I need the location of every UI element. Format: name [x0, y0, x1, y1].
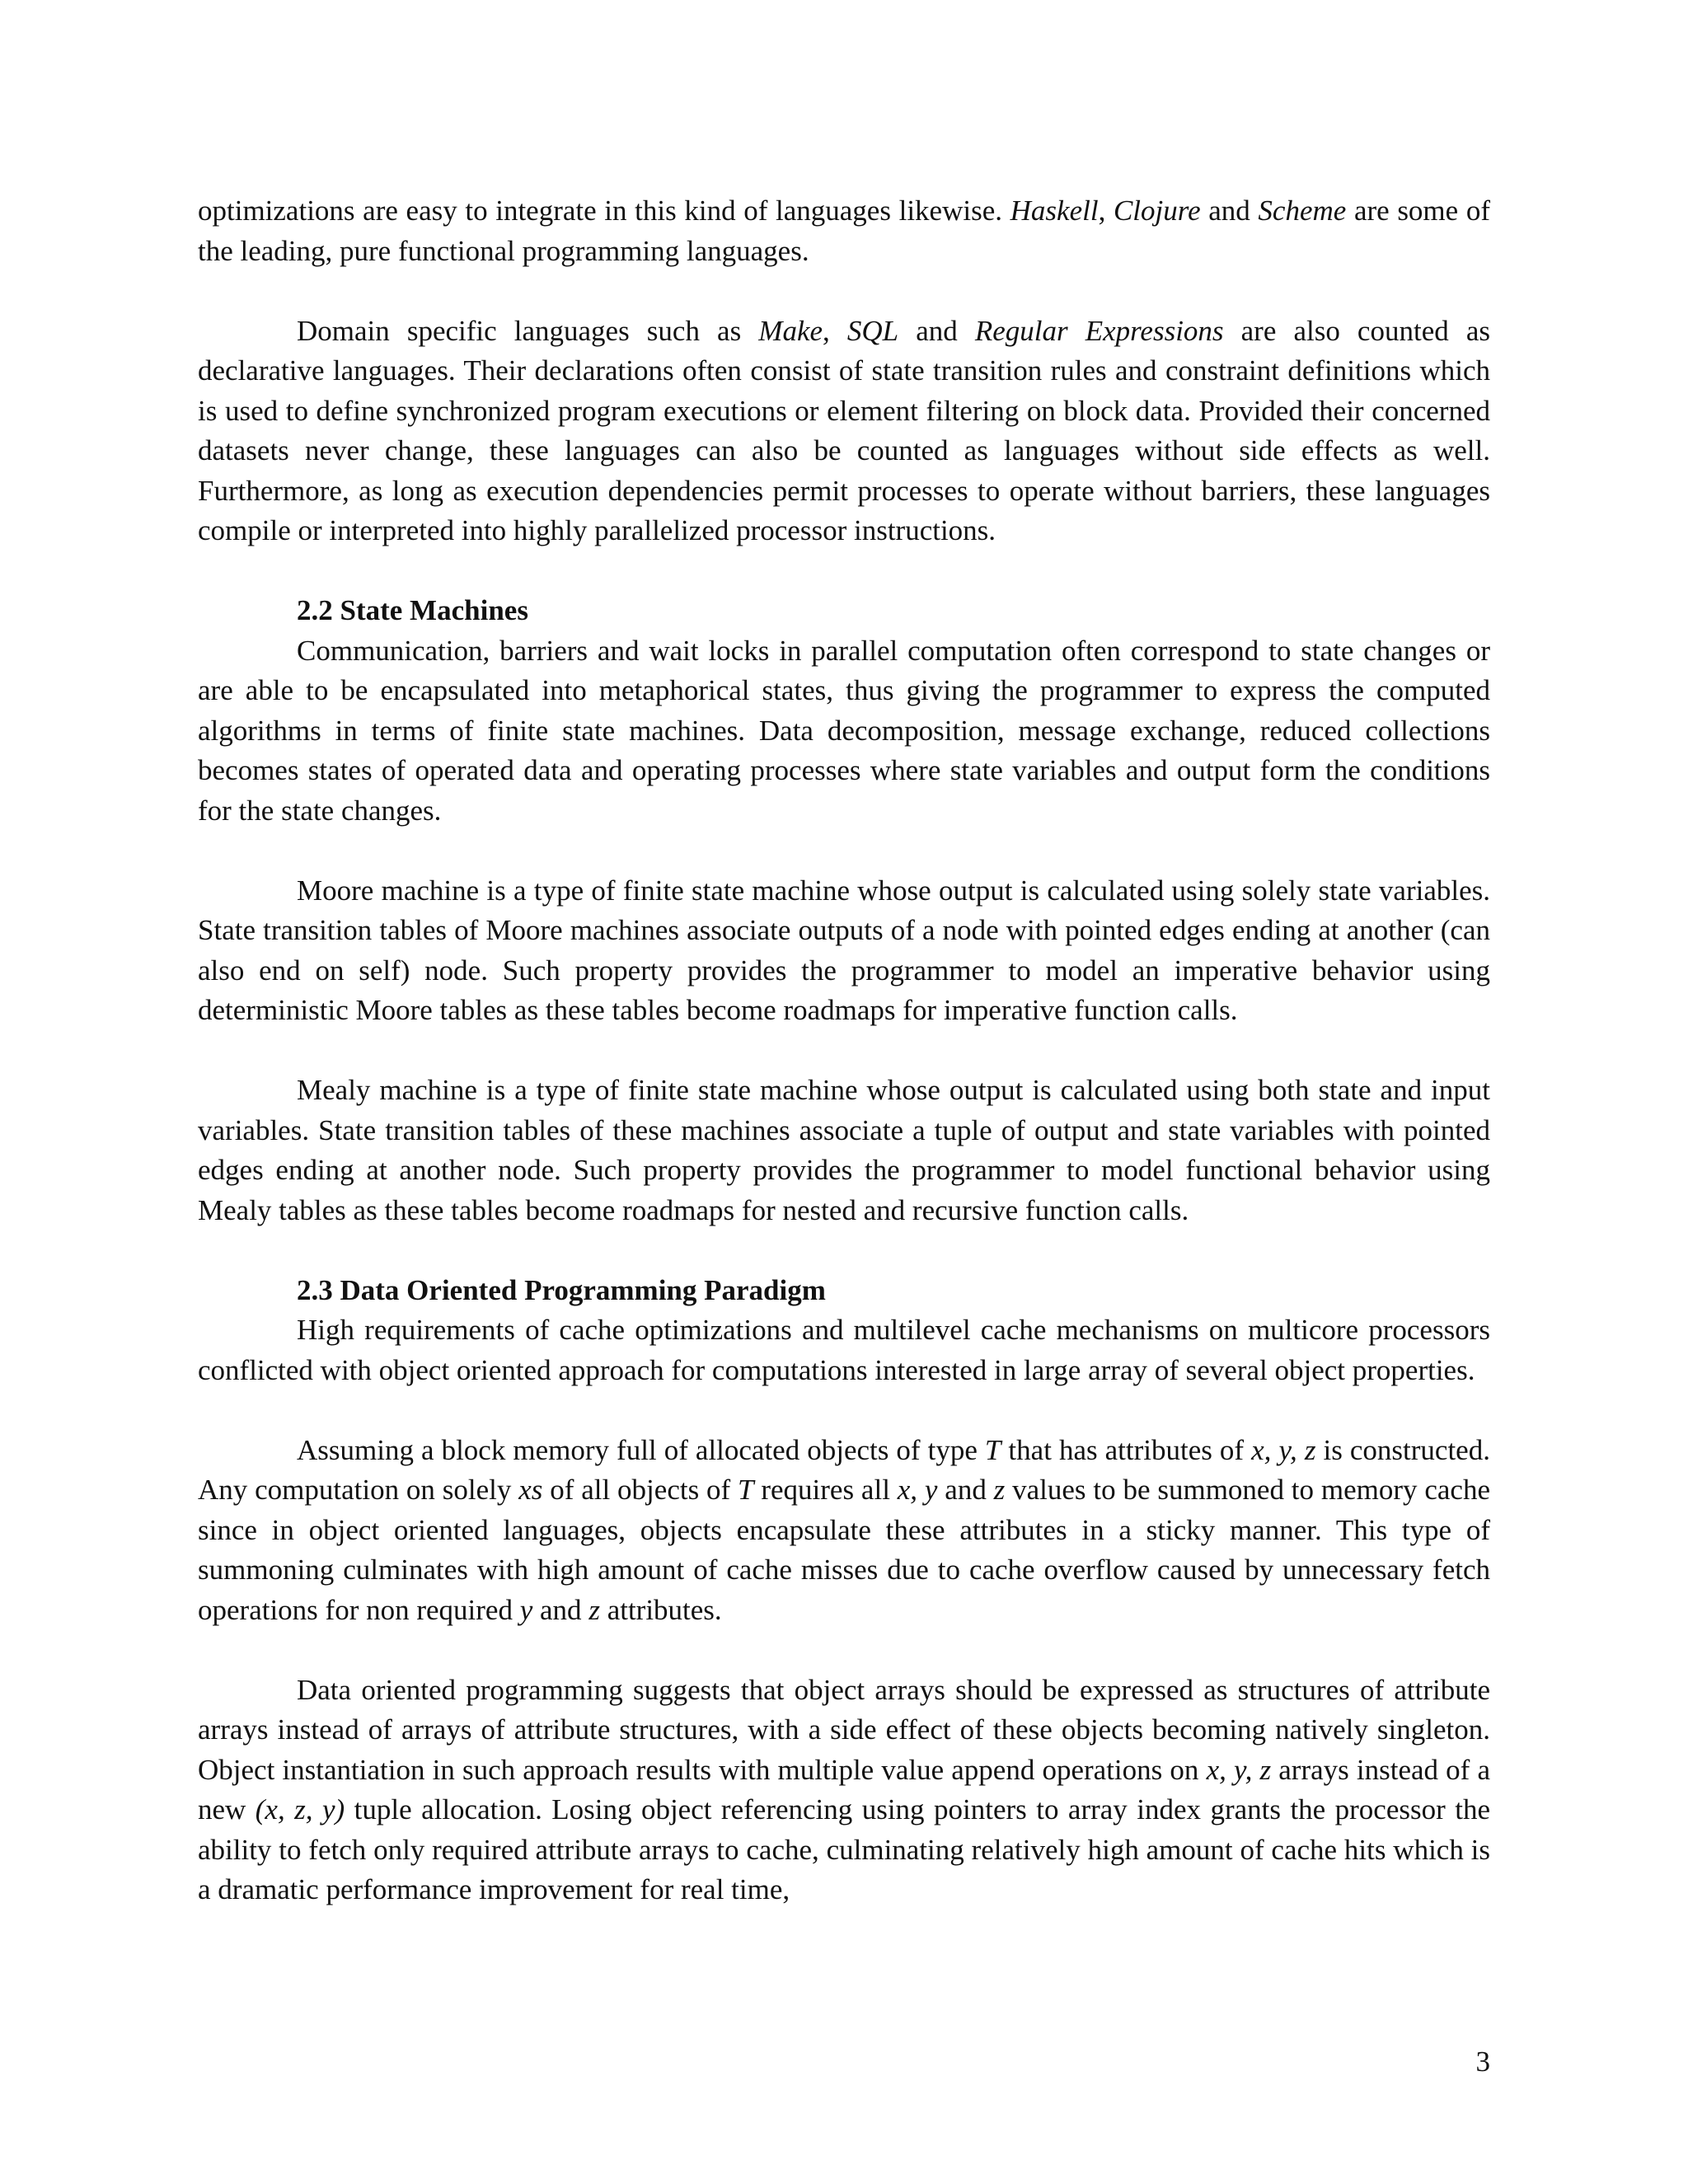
italic-term: x, y, z	[1206, 1753, 1272, 1786]
text-run: of all objects of	[542, 1474, 738, 1506]
text-run: Data oriented programming suggests that object arrays should be expressed as structures of attribute arrays instead of arrays of attribute structures, with a side effect of these objects becoming natively singleton. Object instantiation in such approach results with multiple value append operations on	[198, 1673, 1490, 1786]
page-number: 3	[1475, 2046, 1490, 2078]
italic-term: Regular Expressions	[974, 314, 1224, 347]
text-run: are some of the leading, pure functional programming languages.	[198, 194, 1490, 267]
italic-term: Make	[758, 314, 823, 347]
text-run: requires all	[753, 1474, 898, 1506]
paragraph-functional-languages	[198, 191, 1490, 271]
paragraph-mealy-machine	[198, 1071, 1490, 1230]
paragraph-cache-requirements	[198, 1310, 1490, 1390]
italic-term: y	[519, 1593, 533, 1626]
text-run: is constructed. Any computation on solely	[198, 1433, 1490, 1506]
text-run: Communication, barriers and wait locks in parallel computation often correspond to state changes or are able to be encapsulated into metaphorical states, thus giving the programmer to express the computed algorithms in terms of finite state machines. Data decomposition, message exchange, reduced collections becomes states of operated data and operating processes where state variables and output form the conditions for the state changes.	[198, 634, 1490, 827]
text-run: arrays instead of a new	[198, 1753, 1490, 1825]
italic-term: Clojure	[1113, 194, 1201, 227]
italic-term: (x, z, y)	[255, 1793, 345, 1825]
paragraph-domain-specific-languages	[198, 312, 1490, 551]
text-run: Domain specific languages such as	[297, 314, 759, 347]
italic-term: x, y	[897, 1474, 938, 1506]
italic-term: Haskell	[1010, 194, 1099, 227]
text-run: values to be summoned to memory cache since in object oriented languages, objects encapsulate these attributes in a sticky manner. This type of summoning culminates with high amount of cache misses due to cache overflow caused by unnecessary fetch operations for non required	[198, 1474, 1490, 1626]
text-run: and	[937, 1474, 994, 1506]
paragraph-moore-machine	[198, 871, 1490, 1031]
text-run: High requirements of cache optimizations and multilevel cache mechanisms on multicore processors conflicted with object oriented approach for computations interested in large array of several object properties.	[198, 1314, 1490, 1386]
paragraph-data-oriented-approach	[198, 1671, 1490, 1910]
text-run: Assuming a block memory full of allocated objects of type	[297, 1433, 985, 1466]
page-body	[198, 191, 1490, 1950]
italic-term: xs	[518, 1474, 543, 1506]
text-run: ,	[823, 314, 847, 347]
text-run: Mealy machine is a type of finite state machine whose output is calculated using both state and input variables. State transition tables of these machines associate a tuple of output and state variables with pointed edges ending at another node. Such property provides the programmer to model functional behavior using Mealy tables as these tables become roadmaps for nested and recursive function calls.	[198, 1074, 1490, 1226]
text-run: tuple allocation. Losing object referencing using pointers to array index grants the processor the ability to fetch only required attribute arrays to cache, culminating relatively high amount of cache hits which is a dramatic performance improvement for real time,	[198, 1793, 1490, 1905]
text-run: that has attributes of	[1001, 1433, 1252, 1466]
paragraph-block-memory-example	[198, 1431, 1490, 1631]
text-run: Moore machine is a type of finite state machine whose output is calculated using solely state variables. State transition tables of Moore machines associate outputs of a node with pointed edges ending at another (can also end on self) node. Such property provides the programmer to model an imperative behavior using deterministic Moore tables as these tables become roadmaps for imperative function calls.	[198, 874, 1490, 1026]
italic-term: SQL	[846, 314, 899, 347]
italic-term: T	[984, 1433, 1001, 1466]
text-run: ,	[1098, 194, 1114, 227]
section-heading-state-machines: 2.2 State Machines	[297, 594, 528, 626]
italic-term: x, y, z	[1251, 1433, 1316, 1466]
section-heading-data-oriented: 2.3 Data Oriented Programming Paradigm	[297, 1273, 826, 1306]
text-run: are also counted as declarative languages. Their declarations often consist of state transition rules and constraint definitions which is used to define synchronized program executions or element filtering on block data. Provided their concerned datasets never change, these languages can also be counted as languages without side effects as well. Furthermore, as long as execution dependencies permit processes to operate without barriers, these languages compile or interpreted into highly parallelized processor instructions.	[198, 314, 1490, 546]
italic-term: z	[993, 1474, 1006, 1506]
text-run: and	[532, 1593, 589, 1626]
italic-term: Scheme	[1258, 194, 1347, 227]
text-run: and	[898, 314, 975, 347]
text-run: and	[1200, 194, 1259, 227]
italic-term: z	[588, 1593, 600, 1626]
paragraph-state-machines-intro	[198, 631, 1490, 832]
italic-term: T	[738, 1474, 754, 1506]
text-run: attributes.	[599, 1593, 722, 1626]
text-run: optimizations are easy to integrate in this kind of languages likewise.	[198, 194, 1010, 227]
